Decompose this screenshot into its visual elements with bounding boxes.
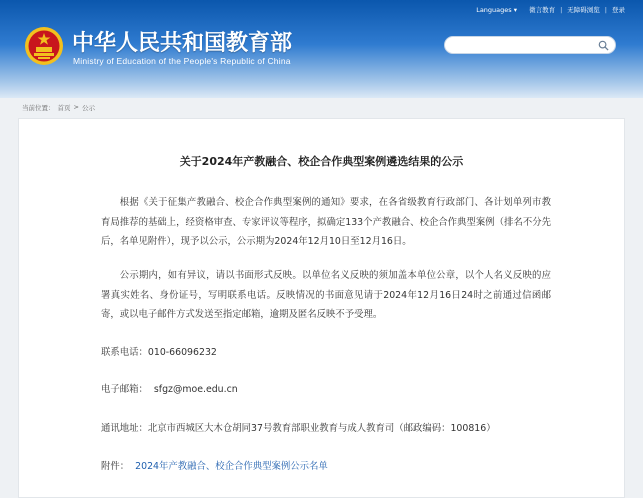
breadcrumb-label: 当前位置： bbox=[22, 104, 55, 112]
breadcrumb bbox=[22, 103, 95, 112]
nav-link-weiyan[interactable]: 微言教育 bbox=[529, 6, 556, 14]
national-emblem-icon[interactable] bbox=[24, 26, 64, 66]
address-value: 北京市西城区大木仓胡同37号教育部职业教育与成人教育司（邮政编码：100816） bbox=[147, 423, 496, 434]
nav-separator: | bbox=[604, 5, 607, 14]
search-box[interactable] bbox=[444, 36, 616, 54]
contact-phone bbox=[101, 344, 217, 358]
attachment-link[interactable]: 2024年产教融合、校企合作典型案例公示名单 bbox=[135, 461, 328, 472]
languages-menu[interactable] bbox=[476, 6, 517, 14]
article-paragraph-1: 根据《关于征集产教融合、校企合作典型案例的通知》要求，在各省级教育行政部门、各计划单列市教育局推荐的基础上，经资格审查、专家评议等程序，拟确定133个产教融合、校企合作典型案例（排名不分先后，名单见附件），现予以公示，公示期为2024年12月10日至12月16日。 bbox=[101, 197, 551, 247]
attachment bbox=[101, 458, 328, 472]
nav-separator bbox=[522, 6, 524, 14]
contact-address bbox=[101, 420, 496, 434]
article-paragraph-2: 公示期内，如有异议，请以书面形式反映。以单位名义反映的须加盖本单位公章，以个人名义反映的应署真实姓名、身份证号，写明联系电话。反映情况的书面意见请于2024年12月16日24时之前通过信函邮寄，或以电子邮件方式发送至指定邮箱，逾期及匿名反映不予受理。 bbox=[101, 270, 551, 320]
breadcrumb-separator: > bbox=[73, 103, 79, 111]
nav-link-login[interactable]: 登录 bbox=[612, 6, 625, 14]
search-icon[interactable] bbox=[598, 40, 609, 51]
attachment-label: 附件： bbox=[101, 461, 130, 472]
phone-label: 联系电话： bbox=[101, 347, 148, 358]
email-label: 电子邮箱： bbox=[101, 384, 148, 395]
article-title: 关于2024年产教融合、校企合作典型案例遴选结果的公示 bbox=[179, 155, 464, 168]
breadcrumb-home[interactable]: 首页 bbox=[57, 104, 71, 112]
site-header bbox=[0, 0, 643, 98]
phone-value: 010-66096232 bbox=[147, 347, 217, 358]
nav-separator: | bbox=[560, 5, 563, 14]
nav-link-accessibility[interactable]: 无障碍浏览 bbox=[567, 6, 600, 14]
site-subtitle: Ministry of Education of the People's Republic of China bbox=[73, 56, 291, 66]
chevron-down-icon: ▾ bbox=[513, 5, 518, 14]
article-card bbox=[18, 118, 625, 498]
email-value: sfgz@moe.edu.cn bbox=[153, 384, 238, 395]
breadcrumb-current[interactable]: 公示 bbox=[81, 104, 95, 112]
top-nav bbox=[476, 5, 625, 14]
address-label: 通讯地址： bbox=[101, 423, 148, 434]
languages-label: Languages bbox=[476, 5, 512, 14]
site-title[interactable]: 中华人民共和国教育部 bbox=[72, 30, 293, 56]
contact-email bbox=[101, 381, 238, 395]
